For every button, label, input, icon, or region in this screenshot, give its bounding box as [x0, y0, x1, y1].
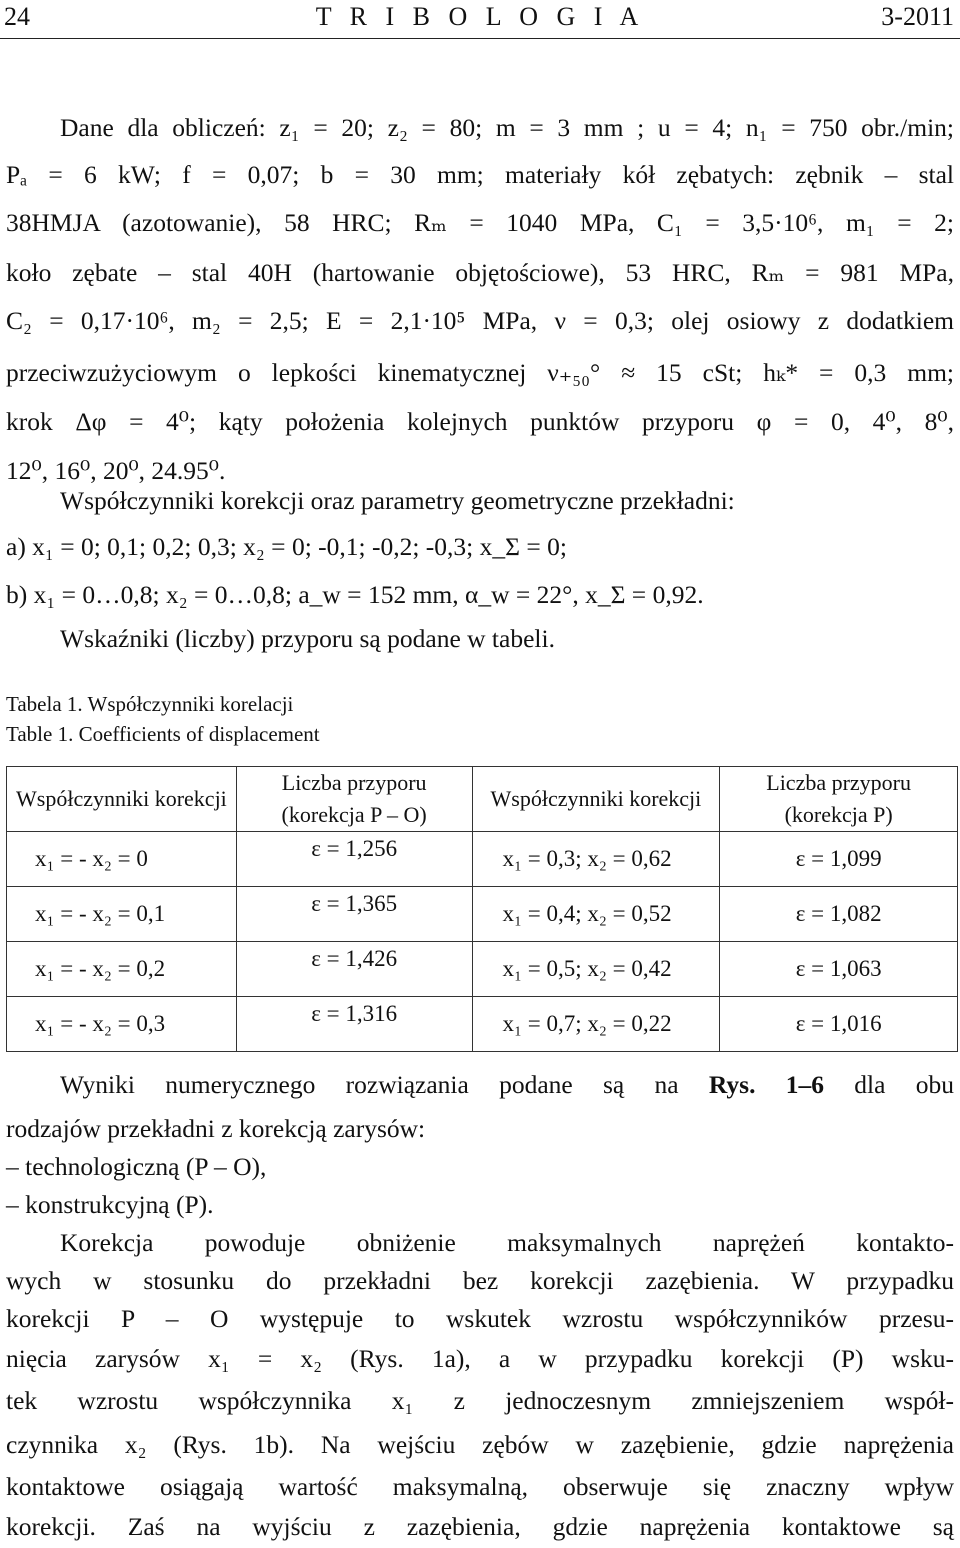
header-contact-ratio-po: Liczba przyporu (korekcja P – O)	[236, 767, 472, 832]
discussion-line-1: Korekcja powoduje obniżenie maksymalnych naprężeń kontakto-	[60, 1228, 954, 1257]
header-contact-ratio-p: Liczba przyporu (korekcja P)	[720, 767, 958, 832]
cell-coef-po: x₁ = - x₂ = 0,3	[7, 997, 237, 1052]
case-a-line: a) x₁ = 0; 0,1; 0,2; 0,3; x₂ = 0; -0,1; -0,2; -0,3; x_Σ = 0;	[6, 532, 567, 561]
discussion-line-3: korekcji P – O występuje to wskutek wzrostu współczynników przesu-	[6, 1304, 954, 1333]
discussion-line-8: korekcji. Zaś na wyjściu z zazębienia, gdzie naprężenia kontaktowe są	[6, 1512, 954, 1541]
discussion-line-5: tek wzrostu współczynnika x₁ z jednoczesnym zmniejszeniem współ-	[6, 1386, 954, 1415]
discussion-line-4: nięcia zarysów x₁ = x₂ (Rys. 1a), a w przypadku korekcji (P) wsku-	[6, 1344, 954, 1373]
coef-heading: Współczynniki korekcji oraz parametry geometryczne przekładni:	[60, 486, 735, 515]
page-number: 24	[4, 2, 30, 31]
cell-epsilon-po: ε = 1,256	[236, 832, 472, 887]
discussion-line-2: wych w stosunku do przekładni bez korekcji zazębienia. W przypadku	[6, 1266, 954, 1295]
cell-coef-p: x₁ = 0,3; x₂ = 0,62	[472, 832, 720, 887]
cell-epsilon-po: ε = 1,426	[236, 942, 472, 997]
table-header-row	[7, 767, 958, 832]
indices-note: Wskaźniki (liczby) przyporu są podane w tabeli.	[60, 624, 555, 653]
intro-line-1: Dane dla obliczeń: z₁ = 20; z₂ = 80; m = 3 mm ; u = 4; n₁ = 750 obr./min;	[60, 113, 954, 142]
cell-coef-po: x₁ = - x₂ = 0,2	[7, 942, 237, 997]
header-rule	[0, 38, 960, 39]
results-line-2: rodzajów przekładni z korekcją zarysów:	[6, 1114, 426, 1143]
intro-line-2: Pₐ = 6 kW; f = 0,07; b = 30 mm; materiały kół zębatych: zębnik – stal	[6, 160, 954, 189]
intro-line-6: przeciwzużyciowym o lepkości kinematycznej ν₊₅₀° ≈ 15 cSt; hₖ* = 0,3 mm;	[6, 358, 954, 387]
intro-line-8: 12⁰, 16⁰, 20⁰, 24.95⁰.	[6, 456, 226, 485]
discussion-line-6: czynnika x₂ (Rys. 1b). Na wejściu zębów w zazębienie, gdzie naprężenia	[6, 1430, 954, 1459]
cell-epsilon-po: ε = 1,316	[236, 997, 472, 1052]
results-text-pre: Wyniki numerycznego rozwiązania podane są na	[60, 1070, 709, 1099]
cell-epsilon-po: ε = 1,365	[236, 887, 472, 942]
table-row	[7, 942, 958, 997]
table-caption-en: Table 1. Coefficients of displacement	[6, 722, 320, 746]
cell-coef-p: x₁ = 0,4; x₂ = 0,52	[472, 887, 720, 942]
cell-coef-p: x₁ = 0,5; x₂ = 0,42	[472, 942, 720, 997]
discussion-line-7: kontaktowe osiągają wartość maksymalną, obserwuje się znaczny wpływ	[6, 1472, 954, 1501]
intro-line-4: koło zębate – stal 40H (hartowanie objętościowe), 53 HRC, Rₘ = 981 MPa,	[6, 258, 954, 287]
header-coef-p: Współczynniki korekcji	[472, 767, 720, 832]
table-row	[7, 832, 958, 887]
cell-coef-p: x₁ = 0,7; x₂ = 0,22	[472, 997, 720, 1052]
issue-number: 3-2011	[881, 2, 954, 31]
bullet-constructive: – konstrukcyjną (P).	[6, 1190, 214, 1219]
intro-line-7: krok Δφ = 4⁰; kąty położenia kolejnych punktów przyporu φ = 0, 4⁰, 8⁰,	[6, 407, 954, 436]
coefficients-table	[6, 766, 958, 1052]
table-row	[7, 997, 958, 1052]
cell-epsilon-p: ε = 1,016	[720, 997, 958, 1052]
cell-epsilon-p: ε = 1,082	[720, 887, 958, 942]
cell-coef-po: x₁ = - x₂ = 0	[7, 832, 237, 887]
results-text-post: dla obu	[824, 1070, 954, 1099]
header-coef-po: Współczynniki korekcji	[7, 767, 237, 832]
cell-epsilon-p: ε = 1,099	[720, 832, 958, 887]
page-header	[0, 0, 960, 40]
figure-reference: Rys. 1–6	[708, 1070, 825, 1099]
intro-line-3: 38HMJA (azotowanie), 58 HRC; Rₘ = 1040 MPa, C₁ = 3,5·10⁶, m₁ = 2;	[6, 208, 954, 237]
table-caption-pl: Tabela 1. Współczynniki korelacji	[6, 692, 294, 716]
journal-title: T R I B O L O G I A	[315, 2, 645, 31]
results-line-1	[60, 1070, 954, 1100]
cell-epsilon-p: ε = 1,063	[720, 942, 958, 997]
intro-line-5: C₂ = 0,17·10⁶, m₂ = 2,5; E = 2,1·10⁵ MPa, ν = 0,3; olej osiowy z dodatkiem	[6, 306, 954, 335]
table-row	[7, 887, 958, 942]
cell-coef-po: x₁ = - x₂ = 0,1	[7, 887, 237, 942]
case-b-line: b) x₁ = 0…0,8; x₂ = 0…0,8; a_w = 152 mm, α_w = 22°, x_Σ = 0,92.	[6, 580, 704, 609]
bullet-technological: – technologiczną (P – O),	[6, 1152, 267, 1181]
